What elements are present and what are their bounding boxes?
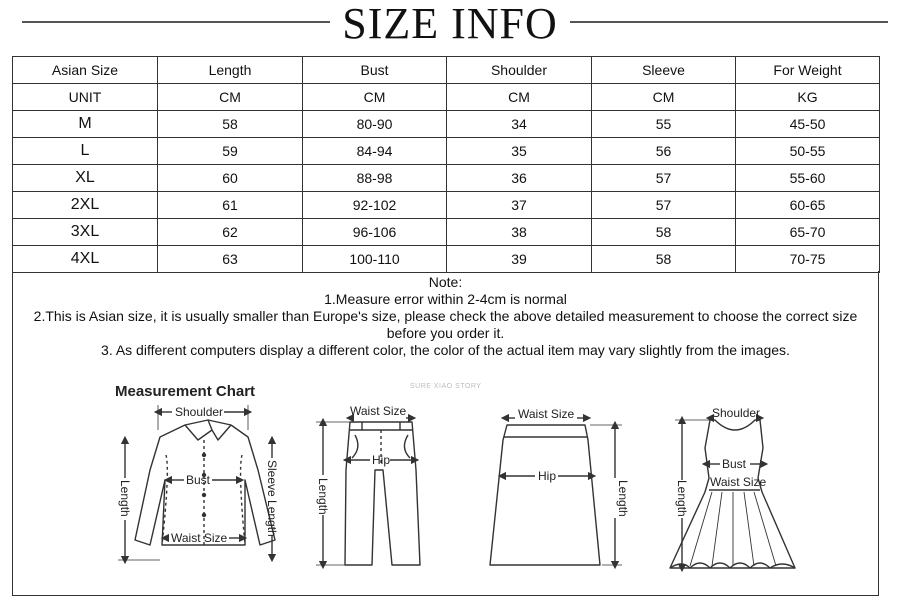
table-cell: 55: [592, 111, 736, 138]
table-cell: 58: [592, 246, 736, 273]
header-asian-size: Asian Size: [13, 57, 158, 84]
table-cell: 100-110: [303, 246, 447, 273]
note-line-2-continued: before you order it.: [386, 325, 505, 341]
watermark-text: SURE XIAO STORY: [410, 383, 482, 390]
table-cell: 61: [158, 192, 303, 219]
table-cell: 45-50: [736, 111, 880, 138]
page-title: SIZE INFO: [342, 0, 558, 48]
table-cell: 70-75: [736, 246, 880, 273]
table-cell: 84-94: [303, 138, 447, 165]
header-weight: For Weight: [736, 57, 880, 84]
unit-cell: CM: [303, 84, 447, 111]
shirt-sleeve-label: Sleeve Length: [265, 460, 279, 537]
header-sleeve: Sleeve: [592, 57, 736, 84]
table-cell: 39: [447, 246, 592, 273]
table-cell: 92-102: [303, 192, 447, 219]
note-line-1: 1.Measure error within 2-4cm is normal: [324, 291, 567, 307]
table-cell: 60-65: [736, 192, 880, 219]
table-cell: 38: [447, 219, 592, 246]
table-cell: 96-106: [303, 219, 447, 246]
note-line-2: 2.This is Asian size, it is usually smaller than Europe's size, please check the above detailed measurement to choose the correct size: [33, 308, 858, 324]
unit-cell: CM: [158, 84, 303, 111]
table-cell: 59: [158, 138, 303, 165]
header-length: Length: [158, 57, 303, 84]
unit-cell: CM: [592, 84, 736, 111]
table-cell: 58: [592, 219, 736, 246]
pants-length-label: Length: [316, 478, 330, 515]
table-cell: 58: [158, 111, 303, 138]
measurement-chart-title: Measurement Chart: [115, 383, 256, 400]
shirt-length-label: Length: [118, 480, 132, 517]
size-cell: 3XL: [13, 219, 158, 246]
skirt-length-label: Length: [616, 480, 630, 517]
skirt-outline-icon: [490, 425, 600, 565]
skirt-hip-label: Hip: [538, 469, 557, 483]
table-cell: 57: [592, 192, 736, 219]
note-line-3: 3. As different computers display a different color, the color of the actual item may vary slightly from the images.: [101, 342, 790, 358]
table-cell: 36: [447, 165, 592, 192]
table-cell: 60: [158, 165, 303, 192]
dress-bust-label: Bust: [722, 457, 747, 471]
shirt-shoulder-label: Shoulder: [175, 405, 224, 419]
dress-length-label: Length: [675, 480, 689, 517]
table-cell: 35: [447, 138, 592, 165]
size-cell: 2XL: [13, 192, 158, 219]
table-cell: 37: [447, 192, 592, 219]
skirt-diagram: [490, 418, 622, 565]
table-cell: 56: [592, 138, 736, 165]
unit-cell: CM: [447, 84, 592, 111]
size-cell: L: [13, 138, 158, 165]
table-cell: 55-60: [736, 165, 880, 192]
size-cell: M: [13, 111, 158, 138]
table-cell: 88-98: [303, 165, 447, 192]
header-bust: Bust: [303, 57, 447, 84]
table-cell: 65-70: [736, 219, 880, 246]
size-cell: XL: [13, 165, 158, 192]
table-cell: 57: [592, 165, 736, 192]
header-shoulder: Shoulder: [447, 57, 592, 84]
note-heading: Note:: [428, 274, 463, 290]
shirt-bust-label: Bust: [186, 473, 211, 487]
table-cell: 34: [447, 111, 592, 138]
table-cell: 63: [158, 246, 303, 273]
table-cell: 62: [158, 219, 303, 246]
shirt-waist-label: Waist Size: [171, 531, 228, 545]
table-cell: 80-90: [303, 111, 447, 138]
unit-cell: UNIT: [13, 84, 158, 111]
dress-shoulder-label: Shoulder: [712, 406, 761, 420]
unit-cell: KG: [736, 84, 880, 111]
pants-waist-label: Waist Size: [350, 404, 407, 418]
pants-outline-icon: [345, 422, 420, 565]
table-cell: 50-55: [736, 138, 880, 165]
pants-diagram: [316, 418, 420, 565]
dress-waist-label: Waist Size: [710, 475, 767, 489]
pants-hip-label: Hip: [372, 453, 391, 467]
size-cell: 4XL: [13, 246, 158, 273]
skirt-waist-label: Waist Size: [518, 407, 575, 421]
